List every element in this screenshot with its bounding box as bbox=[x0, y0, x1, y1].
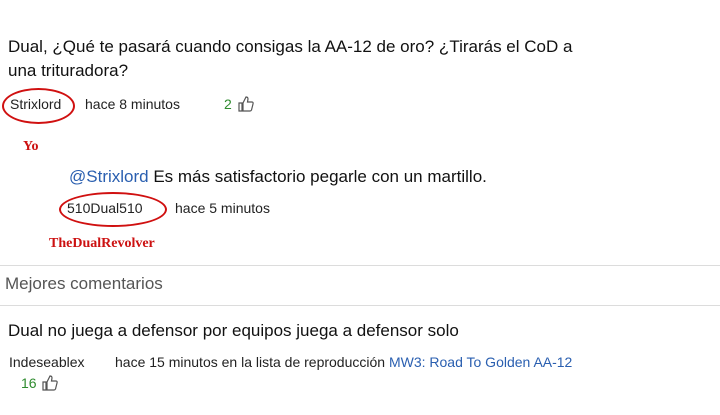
comment-author-link[interactable]: Strixlord bbox=[10, 96, 62, 112]
reply-mention-link[interactable]: @Strixlord bbox=[69, 167, 149, 186]
comment2-timestamp: hace 15 minutos en la lista de reproducción bbox=[115, 354, 386, 370]
reply-timestamp: hace 5 minutos bbox=[175, 200, 270, 216]
comment-timestamp: hace 8 minutos bbox=[85, 96, 180, 112]
comment2-author-link[interactable]: Indeseablex bbox=[9, 354, 85, 370]
thumbs-up-icon[interactable] bbox=[42, 375, 58, 394]
like-count bbox=[224, 96, 254, 115]
section-divider-bottom bbox=[0, 305, 720, 306]
comment-text-line2: una trituradora? bbox=[8, 61, 129, 80]
annotation-thedualrevolver: TheDualRevolver bbox=[49, 236, 155, 251]
comment2-like-count-value: 16 bbox=[21, 375, 37, 391]
reply-author-link[interactable]: 510Dual510 bbox=[67, 200, 143, 216]
comment2-like-count bbox=[21, 375, 58, 394]
thumbs-up-icon[interactable] bbox=[238, 96, 254, 115]
comment2-text: Dual no juega a defensor por equipos juega a defensor solo bbox=[8, 321, 459, 340]
comment-text-line1: Dual, ¿Qué te pasará cuando consigas la AA-12 de oro? ¿Tirarás el CoD a bbox=[8, 37, 573, 56]
reply-body: Es más satisfactorio pegarle con un martillo. bbox=[148, 167, 487, 186]
section-divider-top bbox=[0, 265, 720, 266]
like-count-value: 2 bbox=[224, 96, 232, 112]
reply-text bbox=[69, 167, 487, 187]
annotation-yo: Yo bbox=[23, 139, 39, 154]
comment2-meta bbox=[115, 354, 572, 370]
playlist-link[interactable]: MW3: Road To Golden AA-12 bbox=[388, 354, 573, 370]
section-title: Mejores comentarios bbox=[5, 274, 163, 293]
